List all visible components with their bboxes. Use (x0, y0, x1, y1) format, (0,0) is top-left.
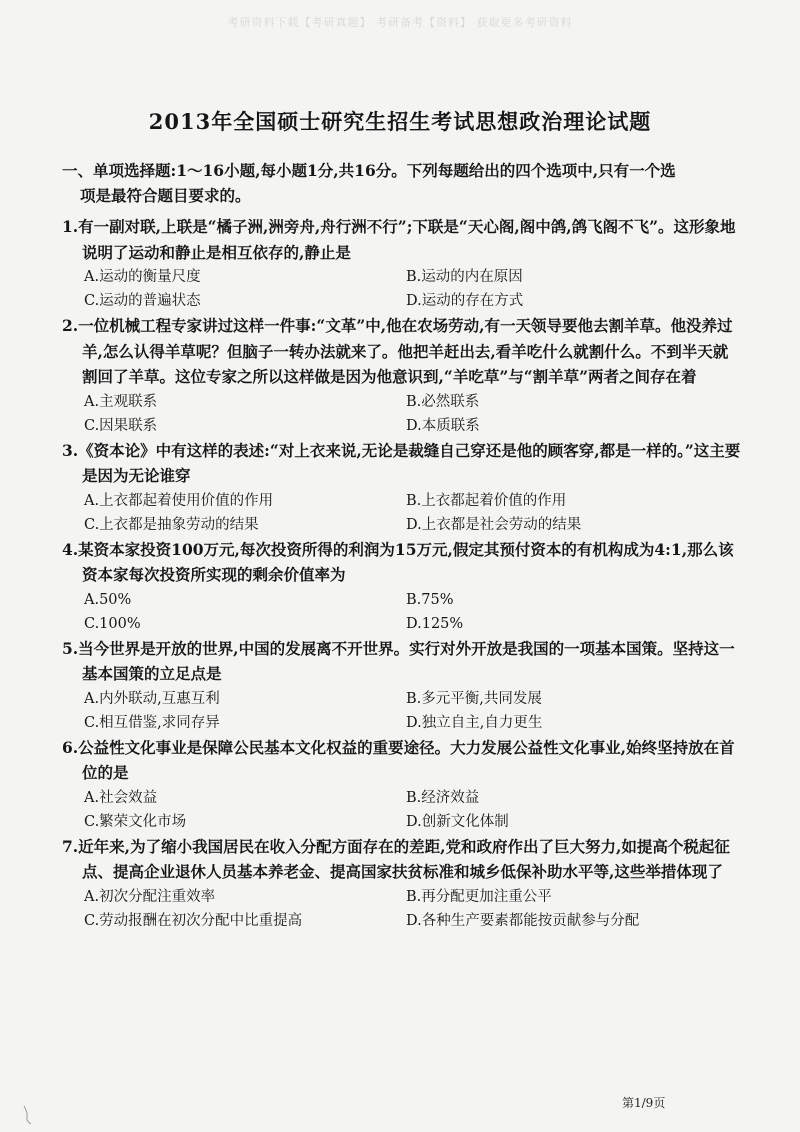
option-b: B.再分配更加注重公平 (406, 888, 552, 905)
option-b: B.必然联系 (406, 393, 480, 410)
option-a: A.初次分配注重效率 (84, 888, 216, 905)
question-1 (62, 214, 742, 313)
question-3 (62, 438, 742, 537)
option-grid (62, 885, 742, 933)
question-stem: 6.公益性文化事业是保障公民基本文化权益的重要途径。大力发展公益性文化事业,始终坚持放在首位的是 (62, 737, 735, 782)
watermark: 考研资料下载【考研真题】 考研备考【资料】 获取更多考研资料 (227, 16, 573, 29)
option-a: A.社会效益 (84, 789, 158, 806)
option-b: B.75% (406, 591, 454, 608)
option-c: C.繁荣文化市场 (84, 813, 187, 830)
question-6 (62, 735, 742, 834)
question-stem: 4.某资本家投资100万元,每次投资所得的利润为15万元,假定其预付资本的有机构成为4:1,那么该资本家每次投资所实现的剩余价值率为 (62, 539, 734, 584)
option-d: D.125% (406, 615, 464, 632)
section-instructions (62, 158, 742, 208)
option-c: C.劳动报酬在初次分配中比重提高 (84, 912, 303, 929)
question-stem: 3.《资本论》中有这样的表述:“对上衣来说,无论是裁缝自己穿还是他的顾客穿,都是一样的。”这主要是因为无论谁穿 (62, 440, 741, 485)
scan-mark-icon (22, 1105, 36, 1125)
question-2 (62, 313, 742, 438)
section-instructions-line1: 一、单项选择题:1～16小题,每小题1分,共16分。下列每题给出的四个选项中,只有一个选 (62, 161, 676, 180)
option-grid (62, 786, 742, 834)
section-instructions-line2: 项是最符合题目要求的。 (80, 186, 251, 205)
option-a: A.主观联系 (84, 393, 158, 410)
option-d: D.上衣都是社会劳动的结果 (406, 516, 582, 533)
question-stem: 2.一位机械工程专家讲过这样一件事:“文革”中,他在农场劳动,有一天领导要他去割羊草。他没养过羊,怎么认得羊草呢？但脑子一转办法就来了。他把羊赶出去,看羊吃什么就割什么。不到半天就割回了羊草。这位专家之所以这样做是因为他意识到,“羊吃草”与“割羊草”两者之间存在着 (62, 316, 733, 386)
question-stem: 1.有一副对联,上联是“橘子洲,洲旁舟,舟行洲不行”;下联是“天心阁,阁中鸽,鸽飞阁不飞”。这形象地说明了运动和静止是相互依存的,静止是 (62, 217, 736, 262)
option-c: C.上衣都是抽象劳动的结果 (84, 516, 259, 533)
option-c: C.因果联系 (84, 417, 158, 434)
question-list (62, 214, 742, 933)
question-4 (62, 537, 742, 636)
page-number: 第1/9页 (622, 1096, 666, 1110)
option-grid (62, 390, 742, 438)
option-c: C.运动的普遍状态 (84, 293, 201, 309)
option-b: B.上衣都起着价值的作用 (406, 492, 567, 509)
option-a: A.内外联动,互惠互利 (84, 690, 220, 707)
question-stem: 5.当今世界是开放的世界,中国的发展离不开世界。实行对外开放是我国的一项基本国策。坚持这一基本国策的立足点是 (62, 638, 735, 683)
option-d: D.独立自主,自力更生 (406, 714, 543, 731)
option-d: D.创新文化体制 (406, 813, 509, 830)
option-a: A.运动的衡量尺度 (84, 269, 201, 285)
option-grid (62, 687, 742, 735)
option-b: B.运动的内在原因 (406, 269, 523, 285)
option-d: D.各种生产要素都能按贡献参与分配 (406, 912, 640, 929)
option-c: C.100% (84, 615, 141, 632)
option-d: D.运动的存在方式 (406, 293, 524, 309)
page-title: 2013年全国硕士研究生招生考试思想政治理论试题 (148, 109, 652, 134)
option-c: C.相互借鉴,求同存异 (84, 714, 220, 731)
option-a: A.50% (84, 591, 132, 608)
question-7 (62, 834, 742, 933)
question-stem: 7.近年来,为了缩小我国居民在收入分配方面存在的差距,党和政府作出了巨大努力,如提高个税起征点、提高企业退休人员基本养老金、提高国家扶贫标准和城乡低保补助水平等,这些举措体现了 (62, 836, 730, 881)
option-d: D.本质联系 (406, 417, 480, 434)
option-grid (62, 588, 742, 636)
question-5 (62, 636, 742, 735)
option-grid (62, 265, 742, 313)
option-b: B.经济效益 (406, 789, 480, 806)
option-a: A.上衣都起着使用价值的作用 (84, 492, 274, 509)
option-b: B.多元平衡,共同发展 (406, 690, 542, 707)
option-grid (62, 489, 742, 537)
